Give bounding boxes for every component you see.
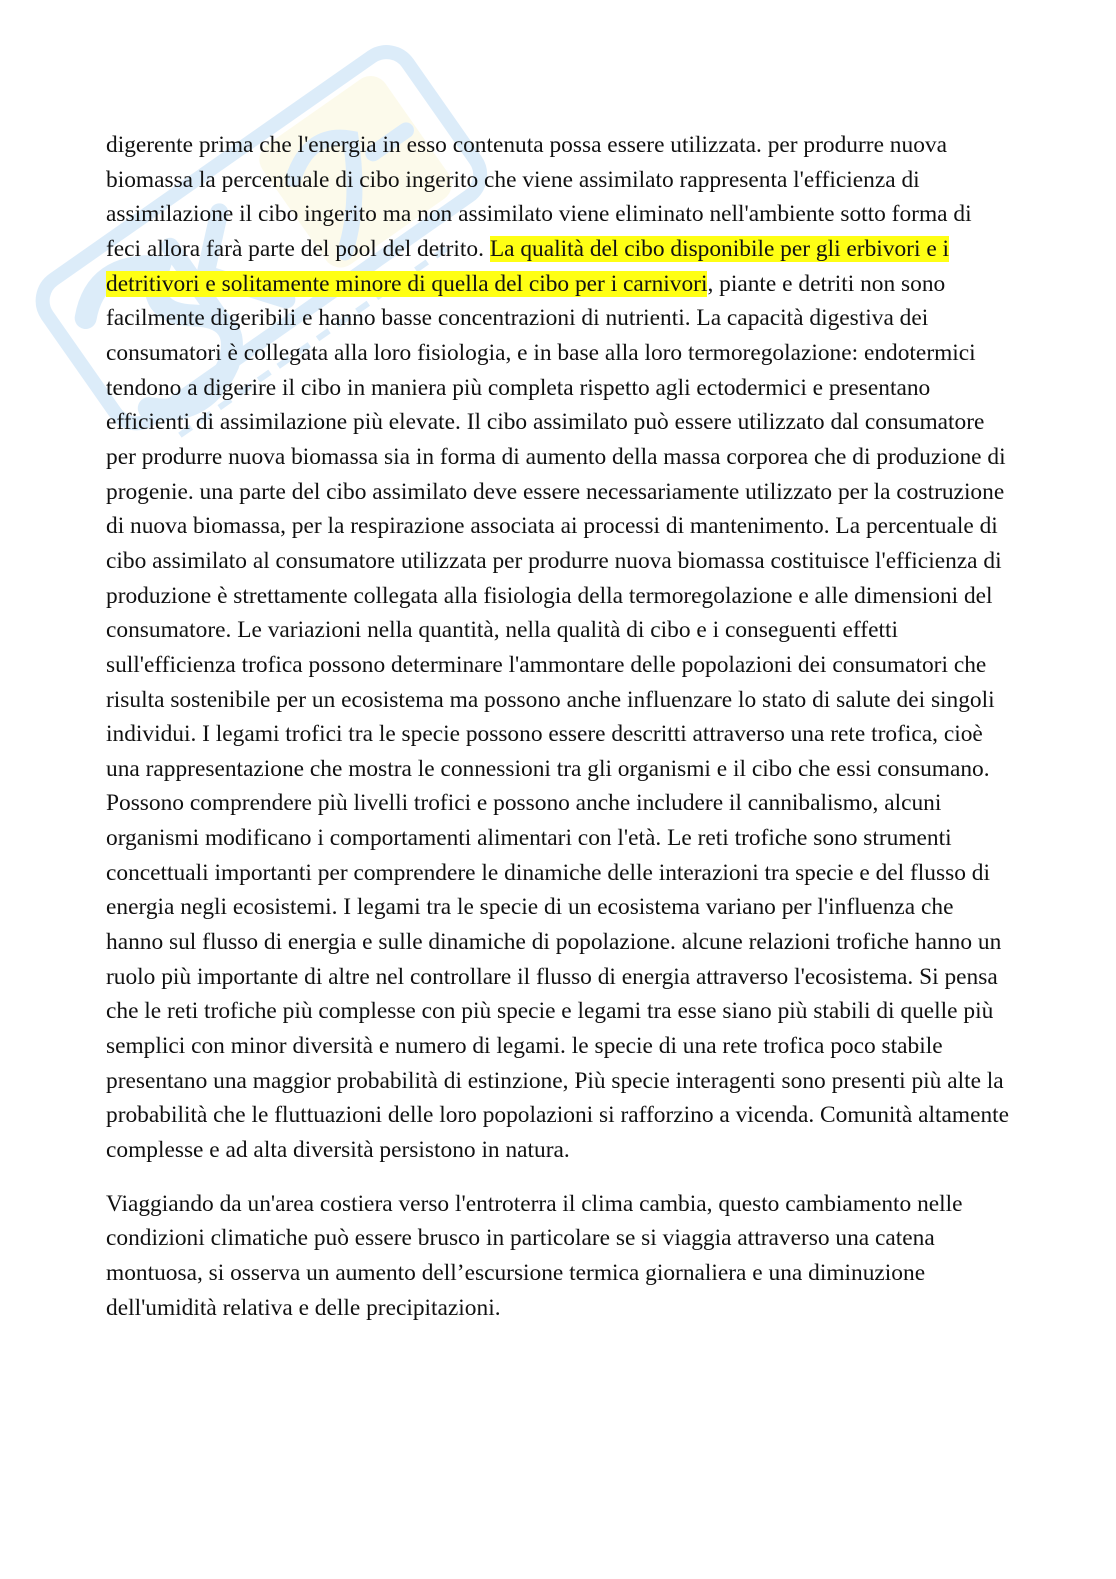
paragraph-1-text-end: , piante e detriti non sono facilmente digeribili e hanno basse concentrazioni di nutrienti. La capacità digestiva dei consumatori è collegata alla loro fisiologia, e in base alla loro termoregolazione: endotermici tendono a digerire il cibo in maniera più completa rispetto agli ectodermici e presentano efficienti di assimilazione più elevate. Il cibo assimilato può essere utilizzato dal consumatore per produrre nuova biomassa sia in forma di aumento della massa corporea che di produzione di progenie. una parte del cibo assimilato deve essere necessariamente utilizzato per la costruzione di nuova biomassa, per la respirazione associata ai processi di mantenimento. La percentuale di cibo assimilato al consumatore utilizzata per produrre nuova biomassa costituisce l'efficienza di produzione è strettamente collegata alla fisiologia della termoregolazione e alle dimensioni del consumatore. Le variazioni nella quantità, nella qualità di cibo e i conseguenti effetti sull'efficienza trofica possono determinare l'ammontare delle popolazioni dei consumatori che risulta sostenibile per un ecosistema ma possono anche influenzare lo stato di salute dei singoli individui. I legami trofici tra le specie possono essere descritti attraverso una rete trofica, cioè una rappresentazione che mostra le connessioni tra gli organismi e il cibo che essi consumano. Possono comprendere più livelli trofici e possono anche includere il cannibalismo, alcuni organismi modificano i comportamenti alimentari con l'età. Le reti trofiche sono strumenti concettuali importanti per comprendere le dinamiche delle interazioni tra specie e del flusso di energia negli ecosistemi. I legami tra le specie di un ecosistema variano per l'influenza che hanno sul flusso di energia e sulle dinamiche di popolazione. alcune relazioni trofiche hanno un ruolo più importante di altre nel controllare il flusso di energia attraverso l'ecosistema. Si pensa che le reti trofiche più complesse con più specie e legami tra esse siano più stabili di quelle più semplici con minor diversità e numero di legami. le specie di una rete trofica poco stabile presentano una maggior probabilità di estinzione, Più specie interagenti sono presenti più alte la probabilità che le fluttuazioni delle loro popolazioni si rafforzino a vicenda. Comunità altamente complesse e ad alta diversità persistono in natura.: [106, 270, 1010, 1164]
highlighted-text: La qualità del cibo disponibile per gli erbivori e i detritivori e solitamente minore di quella del cibo per i carnivori: [106, 235, 950, 297]
document-page: [106, 128, 1010, 1325]
paragraph-1-text-start: digerente prima che l'energia in esso contenuta possa essere utilizzata. per produrre nuova biomassa la percentuale di cibo ingerito che viene assimilato rappresenta l'efficienza di assimilazione il cibo ingerito ma non assimilato viene eliminato nell'ambiente sotto forma di feci allora farà parte del pool del detrito.: [106, 132, 972, 262]
paragraph-1: [106, 128, 1010, 1168]
paragraph-2: Viaggiando da un'area costiera verso l'entroterra il clima cambia, questo cambiamento nelle condizioni climatiche può essere brusco in particolare se si viaggia attraverso una catena montuosa, si osserva un aumento dell’escursione termica giornaliera e una diminuzione dell'umidità relativa e delle precipitazioni.: [106, 1190, 963, 1321]
